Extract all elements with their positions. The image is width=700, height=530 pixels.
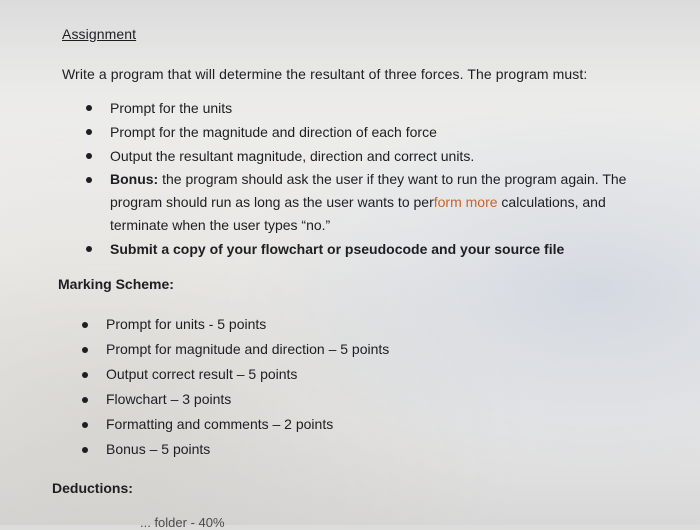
deductions-partial-line: ... folder - 40% (140, 515, 225, 530)
requirement-text: Prompt for the magnitude and direction of each force (110, 124, 437, 140)
deductions-title: Deductions: (52, 480, 133, 496)
submission-text: Submit a copy of your flowchart or pseudocode and your source file (110, 241, 565, 257)
list-item: Bonus – 5 points (82, 437, 582, 462)
list-item: Formatting and comments – 2 points (82, 412, 582, 437)
requirements-list (86, 96, 666, 261)
list-item (86, 96, 666, 120)
list-item: Prompt for magnitude and direction – 5 points (82, 337, 582, 362)
list-item: Prompt for units - 5 points (82, 312, 582, 337)
bonus-label: Bonus: (110, 171, 159, 187)
bonus-text-end: calculations, and terminate when the user types “no.” (110, 194, 606, 233)
assignment-heading: Assignment (62, 26, 137, 42)
bonus-text-highlight: form more (433, 194, 498, 210)
requirement-text: Prompt for the units (110, 100, 233, 116)
marking-scheme-title: Marking Scheme: (58, 276, 174, 292)
requirement-text: Output the resultant magnitude, direction and correct units. (110, 148, 475, 164)
bonus-text: the program should ask the user if they want to run the program again. The program should run as long as the user wants to per (110, 171, 627, 210)
marking-scheme-list (82, 312, 582, 462)
list-item (86, 237, 666, 261)
list-item (86, 120, 666, 144)
list-item (86, 144, 666, 168)
assignment-intro: Write a program that will determine the resultant of three forces. The program must: (62, 66, 588, 82)
list-item: Output correct result – 5 points (82, 362, 582, 387)
list-item: Flowchart – 3 points (82, 387, 582, 412)
list-item-bonus (86, 168, 666, 237)
